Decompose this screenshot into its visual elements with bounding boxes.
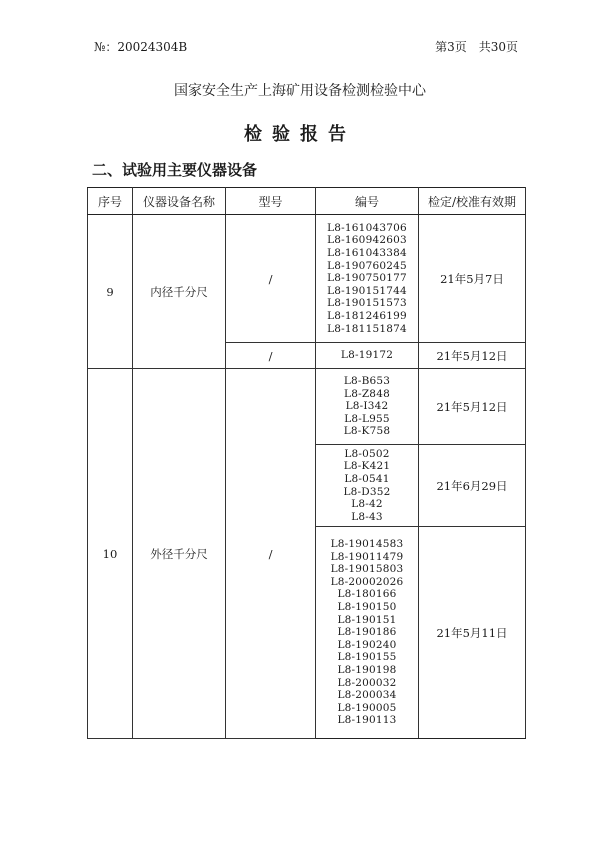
equipment-code: L8-190151 (337, 613, 397, 626)
equipment-code: L8-200032 (337, 676, 397, 689)
report-title: 检验报告 (244, 124, 356, 145)
equipment-table (87, 187, 526, 739)
equipment-code: L8-161043706 (327, 221, 407, 234)
equipment-code: L8-160942603 (327, 234, 407, 247)
equipment-code: L8-19172 (340, 349, 394, 362)
equipment-code: L8-190750177 (327, 272, 407, 285)
table-row (88, 369, 526, 445)
code-cell (316, 369, 419, 445)
code-cell (316, 343, 419, 369)
header-code: 编号 (316, 188, 419, 215)
equipment-code: L8-190186 (337, 626, 397, 639)
equipment-code: L8-180166 (337, 588, 397, 601)
equipment-code: L8-B653 (343, 375, 391, 388)
equipment-code: L8-0502 (344, 447, 390, 460)
equipment-code: L8-190155 (337, 651, 397, 664)
seq-cell: 9 (88, 215, 133, 369)
report-number: №：20024304B (94, 40, 188, 54)
organization-name: 国家安全生产上海矿用设备检测检验中心 (174, 83, 426, 99)
code-cell (316, 527, 419, 739)
equipment-code: L8-190113 (337, 714, 397, 727)
equipment-code: L8-19014583 (330, 538, 404, 551)
equipment-code: L8-190151744 (327, 284, 407, 297)
section-title: 二、试验用主要仪器设备 (92, 161, 258, 179)
equipment-code: L8-190150 (337, 601, 397, 614)
equipment-code: L8-20002026 (330, 575, 404, 588)
validity-cell: 21年5月11日 (419, 527, 526, 739)
table-header-row (88, 188, 526, 215)
header-name: 仪器设备名称 (133, 188, 226, 215)
equipment-code: L8-181151874 (327, 322, 407, 335)
equipment-code: L8-K758 (343, 425, 391, 438)
equipment-code: L8-190005 (337, 701, 397, 714)
equipment-code: L8-0541 (344, 472, 390, 485)
validity-cell: 21年5月12日 (419, 369, 526, 445)
validity-cell: 21年6月29日 (419, 445, 526, 527)
equipment-code: L8-Z848 (344, 387, 390, 400)
model-cell: / (226, 215, 316, 343)
equipment-code: L8-190151573 (327, 297, 407, 310)
model-cell: / (226, 369, 316, 739)
equipment-code: L8-181246199 (327, 309, 407, 322)
equipment-code: L8-I342 (345, 400, 389, 413)
equipment-code: L8-43 (351, 510, 383, 523)
page-info: 第3页 共30页 (435, 40, 518, 54)
table-row (88, 215, 526, 343)
seq-cell: 10 (88, 369, 133, 739)
equipment-code: L8-190240 (337, 638, 397, 651)
equipment-code: L8-190760245 (327, 259, 407, 272)
equipment-code: L8-161043384 (327, 247, 407, 260)
equipment-code: L8-19011479 (330, 550, 404, 563)
equipment-name-cell: 内径千分尺 (133, 215, 226, 369)
equipment-code: L8-42 (351, 498, 383, 511)
header-model: 型号 (226, 188, 316, 215)
validity-cell: 21年5月7日 (419, 215, 526, 343)
equipment-code: L8-19015803 (330, 563, 404, 576)
equipment-code: L8-200034 (337, 689, 397, 702)
header-seq: 序号 (88, 188, 133, 215)
code-cell (316, 215, 419, 343)
equipment-code: L8-K421 (343, 460, 391, 473)
header-validity: 检定/校准有效期 (419, 188, 526, 215)
equipment-code: L8-190198 (337, 663, 397, 676)
validity-cell: 21年5月12日 (419, 343, 526, 369)
model-cell: / (226, 343, 316, 369)
equipment-name-cell: 外径千分尺 (133, 369, 226, 739)
code-cell (316, 445, 419, 527)
equipment-code: L8-L955 (344, 412, 390, 425)
equipment-code: L8-D352 (343, 485, 391, 498)
